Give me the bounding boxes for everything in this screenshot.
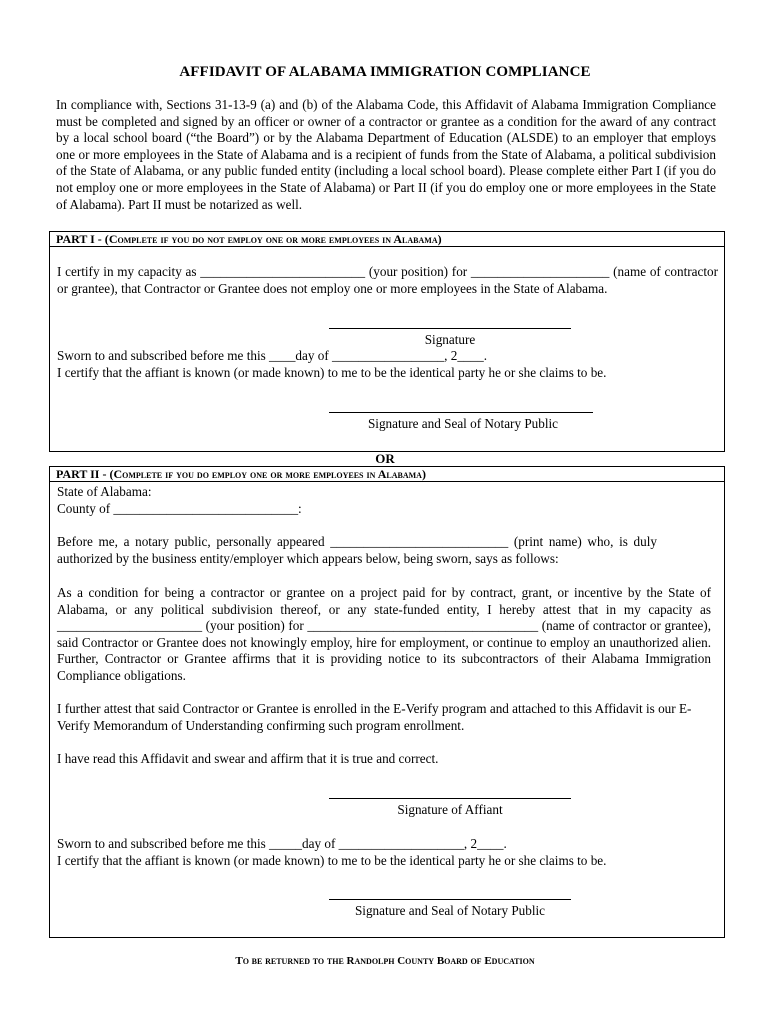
- or-separator: OR: [375, 451, 395, 466]
- part-1-certify-text[interactable]: I certify in my capacity as _________________________ (your position) for _____________________ (name of contractor or grantee), that Contractor or Grantee does not employ one or more employees in the State of Alabama.: [57, 264, 718, 296]
- footer-return-note: To be returned to the Randolph County Board of Education: [235, 955, 535, 967]
- part-1-sworn-text[interactable]: Sworn to and subscribed before me this ____day of _________________, 2____.: [57, 348, 488, 363]
- part-1-notary-line[interactable]: [329, 412, 593, 413]
- part-1-signature-label: Signature: [424, 332, 476, 347]
- part-2-before-me-text[interactable]: Before me, a notary public, personally appeared ___________________________ (print name) who, is duly authorized by the business entity/employer which appears below, being sworn, says as follows:: [57, 534, 657, 566]
- part-1-heading: [50, 232, 724, 247]
- part-2-read-text: I have read this Affidavit and swear and affirm that it is true and correct.: [57, 751, 439, 766]
- part-1-known-text: I certify that the affiant is known (or made known) to me to be the identical party he or she claims to be.: [57, 365, 607, 380]
- document-title: AFFIDAVIT OF ALABAMA IMMIGRATION COMPLIANCE: [179, 64, 591, 80]
- part-2-everify-text: I further attest that said Contractor or Grantee is enrolled in the E-Verify program and attached to this Affidavit is our E-Verify Memorandum of Understanding confirming such program enrollment.: [57, 701, 692, 733]
- part-1-box: [49, 231, 725, 452]
- part-2-affiant-line[interactable]: [329, 798, 571, 799]
- part-2-notary-line[interactable]: [329, 899, 571, 900]
- part-1-heading-text: Complete if you do not employ one or more employees in Alabama: [108, 232, 438, 246]
- part-2-heading-prefix: PART II - (: [56, 467, 114, 481]
- part-2-sworn-text[interactable]: Sworn to and subscribed before me this _____day of ___________________, 2____.: [57, 836, 507, 851]
- part-2-known-text: I certify that the affiant is known (or made known) to me to be the identical party he or she claims to be.: [57, 853, 607, 868]
- part-2-notary-label: Signature and Seal of Notary Public: [354, 903, 546, 918]
- intro-paragraph: In compliance with, Sections 31-13-9 (a) and (b) of the Alabama Code, this Affidavit of Alabama Immigration Compliance must be completed and signed by an officer or owner of a contractor or grantee as a condition for the award of any contract by a local school board (“the Board”) or by the Alabama Department of Education (ALSDE) to an employer that employs one or more employees in the State of Alabama and is a recipient of funds from the State of Alabama, a political subdivision of the State of Alabama, or any public funded entity (including a local school board). Please complete either Part I (if you do not employ one or more employees in the State of Alabama) or Part II (if you do employ one or more employees in the State of Alabama). Part II must be notarized as well.: [56, 97, 716, 212]
- part-2-heading-text: Complete if you do employ one or more employees in Alabama: [113, 467, 422, 481]
- part-1-signature-line[interactable]: [329, 328, 571, 329]
- part-1-heading-prefix: PART I - (: [56, 232, 109, 246]
- part-2-box: [49, 466, 725, 938]
- part-2-condition-text[interactable]: As a condition for being a contractor or grantee on a project paid for by contract, grant, or incentive by the State of Alabama, or any political subdivision thereof, or any state-funded entity, I hereby attest that in my capacity as ______________________ (your position) for ___________________________________ (name of contractor or grantee), said Contractor or Grantee does not knowingly employ, hire for employment, or continue to employ an unauthorized alien. Further, Contractor or Grantee affirms that it is providing notice to its subcontractors of their Alabama Immigration Compliance obligations.: [57, 585, 711, 683]
- part-2-county-field[interactable]: County of ____________________________:: [57, 501, 302, 516]
- part-1-heading-suffix: ): [437, 232, 442, 246]
- part-2-heading: [50, 467, 724, 482]
- part-1-notary-label: Signature and Seal of Notary Public: [367, 416, 559, 431]
- part-2-state-text: State of Alabama:: [57, 484, 152, 499]
- part-2-affiant-label: Signature of Affiant: [397, 802, 503, 817]
- part-2-heading-suffix: ): [421, 467, 426, 481]
